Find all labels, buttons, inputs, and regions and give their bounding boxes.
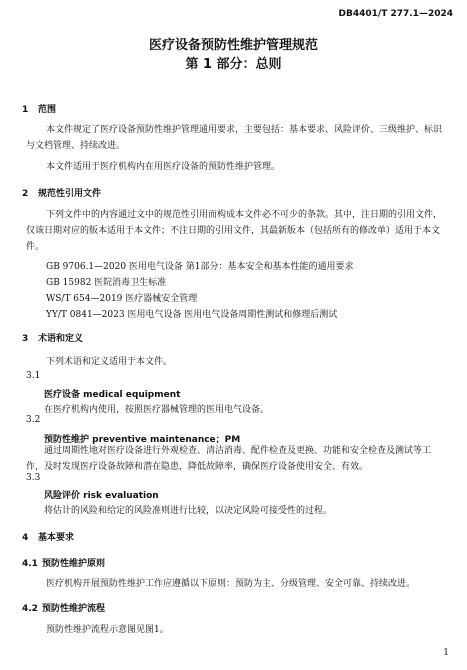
reference-item: GB 9706.1—2020 医用电气设备 第1部分：基本安全和基本性能的通用要求	[46, 262, 354, 272]
term-name: 医疗设备 medical equipment	[44, 390, 181, 400]
term-number: 3.3	[26, 473, 41, 483]
section-3-intro: 下列术语和定义适用于本文件。	[46, 357, 173, 367]
section-title: 术语和定义	[38, 334, 84, 344]
section-number: 2	[22, 189, 29, 199]
term-definition: 通过周期性地对医疗设备进行外观检查、清洁消毒、配件检查及更换、功能和安全检查及测试等工作，及时发现医疗设备故障和潜在隐患，降低故障率，确保医疗设备使用安全、有效。	[26, 446, 432, 472]
document-number: DB4401/T 277.1—2024	[338, 9, 453, 19]
section-number: 4	[22, 533, 29, 543]
section-1-paragraph-2: 本文件适用于医疗机构内在用医疗设备的预防性维护管理。	[46, 162, 281, 172]
section-number: 1	[22, 105, 29, 115]
term-number: 3.1	[26, 371, 41, 381]
section-1-heading	[22, 102, 56, 115]
section-4-heading	[22, 530, 74, 543]
section-1-paragraph-1: 本文件规定了医疗设备预防性维护管理通用要求，主要包括：基本要求、风险评价、三级维护、标识与文档管理、持续改进。	[26, 125, 443, 151]
page-number: 1	[443, 648, 449, 658]
reference-item: GB 15982 医院消毒卫生标准	[46, 278, 167, 288]
section-2-heading	[22, 186, 101, 199]
subsection-title: 预防性维护流程	[42, 604, 106, 614]
subsection-4-2-text: 预防性维护流程示意图见图1。	[46, 625, 169, 635]
section-3-heading	[22, 331, 83, 344]
reference-item: YY/T 0841—2023 医用电气设备 医用电气设备周期性测试和修理后测试	[46, 310, 338, 320]
subsection-number: 4.1	[22, 559, 38, 569]
subsection-4-1-heading	[22, 556, 105, 569]
term-definition: 将估计的风险和给定的风险准则进行比较，以决定风险可接受性的过程。	[44, 506, 333, 516]
subsection-4-2-heading	[22, 601, 105, 614]
subsection-title: 预防性维护原则	[42, 559, 106, 569]
section-title: 规范性引用文件	[38, 189, 102, 199]
document-title: 医疗设备预防性维护管理规范	[148, 38, 318, 53]
subsection-number: 4.2	[22, 604, 38, 614]
section-title: 范围	[38, 105, 57, 115]
reference-item: WS/T 654—2019 医疗器械安全管理	[46, 294, 198, 304]
section-number: 3	[22, 334, 29, 344]
section-title: 基本要求	[38, 533, 75, 543]
subsection-4-1-text: 医疗机构开展预防性维护工作应遵循以下原则：预防为主、分级管理、安全可靠、持续改进。	[46, 579, 416, 589]
term-number: 3.2	[26, 415, 41, 425]
section-2-paragraph: 下列文件中的内容通过文中的规范性引用而构成本文件必不可少的条款。其中，注日期的引用文件，仅该日期对应的版本适用于本文件；不注日期的引用文件，其最新版本（包括所有的修改单）适用于本文件。	[26, 210, 443, 252]
term-name: 风险评价 risk evaluation	[44, 491, 159, 501]
term-definition: 在医疗机构内使用，按照医疗器械管理的医用电气设备。	[44, 405, 270, 415]
document-subtitle: 第 1 部分：总则	[185, 57, 282, 72]
term-name: 预防性维护 preventive maintenance；PM	[44, 435, 241, 445]
